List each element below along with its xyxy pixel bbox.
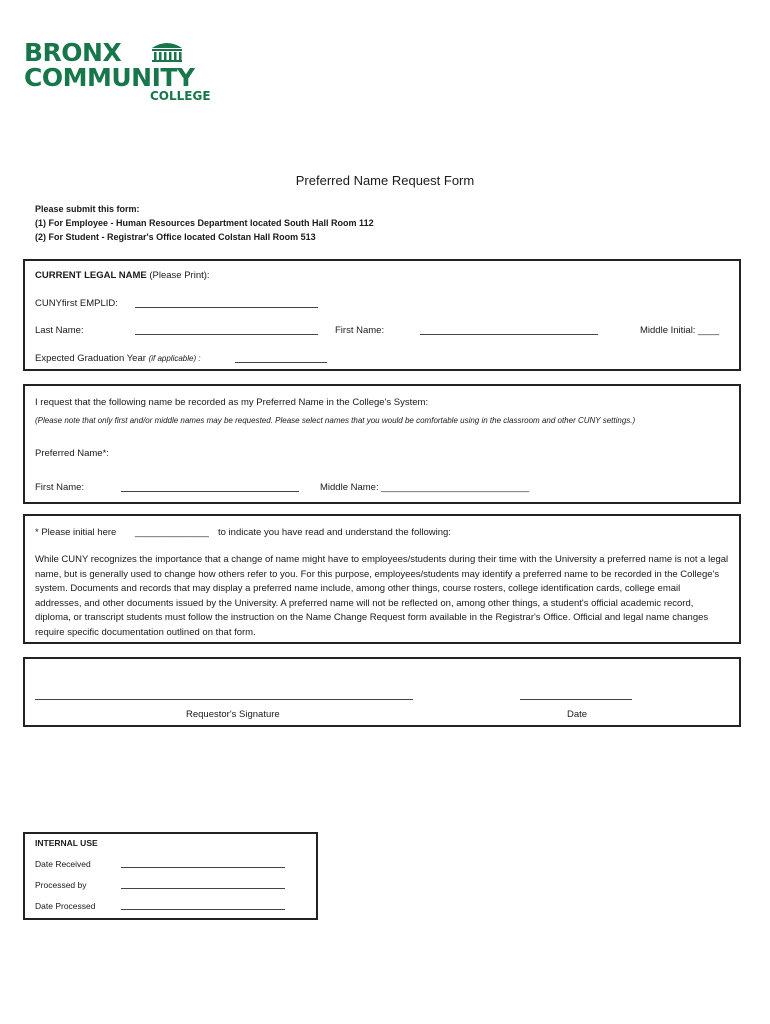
building-icon bbox=[150, 40, 184, 62]
date-received-field[interactable] bbox=[121, 867, 285, 868]
graduation-year-label bbox=[35, 353, 201, 364]
first-name-field[interactable] bbox=[420, 334, 598, 335]
graduation-year-text: Expected Graduation Year bbox=[35, 353, 149, 364]
form-title: Preferred Name Request Form bbox=[295, 173, 475, 188]
middle-initial-label[interactable]: Middle Initial: ____ bbox=[640, 325, 720, 336]
last-name-field[interactable] bbox=[135, 334, 318, 335]
preferred-first-name-field[interactable] bbox=[121, 491, 299, 492]
logo-text-community: COMMUNITY bbox=[24, 63, 195, 92]
legal-name-heading-bold: CURRENT LEGAL NAME bbox=[35, 270, 147, 281]
preferred-request-text: I request that the following name be recorded as my Preferred Name in the College's System: bbox=[35, 397, 429, 408]
initial-field[interactable]: ______________ bbox=[135, 527, 209, 538]
processed-by-label: Processed by bbox=[35, 880, 87, 890]
preferred-name-label: Preferred Name*: bbox=[35, 448, 109, 459]
initial-suffix: to indicate you have read and understand the following: bbox=[218, 527, 451, 538]
signature-label: Requestor's Signature bbox=[186, 709, 280, 720]
graduation-year-field[interactable] bbox=[235, 362, 327, 363]
signature-field[interactable] bbox=[35, 699, 413, 700]
date-received-label: Date Received bbox=[35, 859, 91, 869]
legal-name-heading-note: (Please Print): bbox=[146, 270, 210, 281]
graduation-year-note: (if applicable) : bbox=[148, 354, 201, 363]
initial-label: * Please initial here bbox=[35, 527, 117, 538]
preferred-name-section bbox=[23, 384, 741, 504]
logo-text-college: COLLEGE bbox=[150, 89, 211, 103]
instructions-student: (2) For Student - Registrar's Office located Colstan Hall Room 513 bbox=[35, 232, 316, 242]
date-label: Date bbox=[567, 709, 588, 720]
legal-name-section bbox=[23, 259, 741, 371]
date-processed-label: Date Processed bbox=[35, 901, 96, 911]
date-field[interactable] bbox=[520, 699, 632, 700]
emplid-label: CUNYfirst EMPLID: bbox=[35, 298, 118, 309]
date-processed-field[interactable] bbox=[121, 909, 285, 910]
college-logo bbox=[24, 38, 234, 106]
emplid-field[interactable] bbox=[135, 307, 318, 308]
legal-name-heading bbox=[35, 270, 210, 281]
processed-by-field[interactable] bbox=[121, 888, 285, 889]
first-name-label: First Name: bbox=[335, 325, 385, 336]
acknowledgement-section bbox=[23, 514, 741, 644]
internal-use-heading: INTERNAL USE bbox=[35, 838, 98, 848]
instructions-employee: (1) For Employee - Human Resources Department located South Hall Room 112 bbox=[35, 218, 374, 228]
instructions-heading: Please submit this form: bbox=[35, 204, 140, 214]
preferred-middle-name-label[interactable]: Middle Name: ____________________________ bbox=[320, 482, 530, 493]
internal-use-section bbox=[23, 832, 318, 920]
acknowledgement-paragraph: While CUNY recognizes the importance that a change of name might have to employees/students during their time with the University a preferred name is not a legal name, but is generally used to change how others refer to you. For this purpose, employees/students may identify a preferred name to be recorded in the College's system. Documents and records that may display a preferred name include, among other things, course rosters, college identification cards, college email addresses, and other documents issued by the University. A preferred name will not be reflected on, among other things, a student's official academic record, diploma, or transcript students must follow the instruction on the Name Change Request form available in the Registrar's Office. Official and legal name changes require specific documentation outlined on that form. bbox=[35, 554, 729, 638]
signature-section bbox=[23, 657, 741, 727]
logo-text-bronx: BRONX bbox=[24, 38, 122, 67]
preferred-note: (Please note that only first and/or middle names may be requested. Please select names that you would be comfortable using in the classroom and other CUNY settings.) bbox=[35, 416, 636, 425]
preferred-first-name-label: First Name: bbox=[35, 482, 85, 493]
last-name-label: Last Name: bbox=[35, 325, 84, 336]
